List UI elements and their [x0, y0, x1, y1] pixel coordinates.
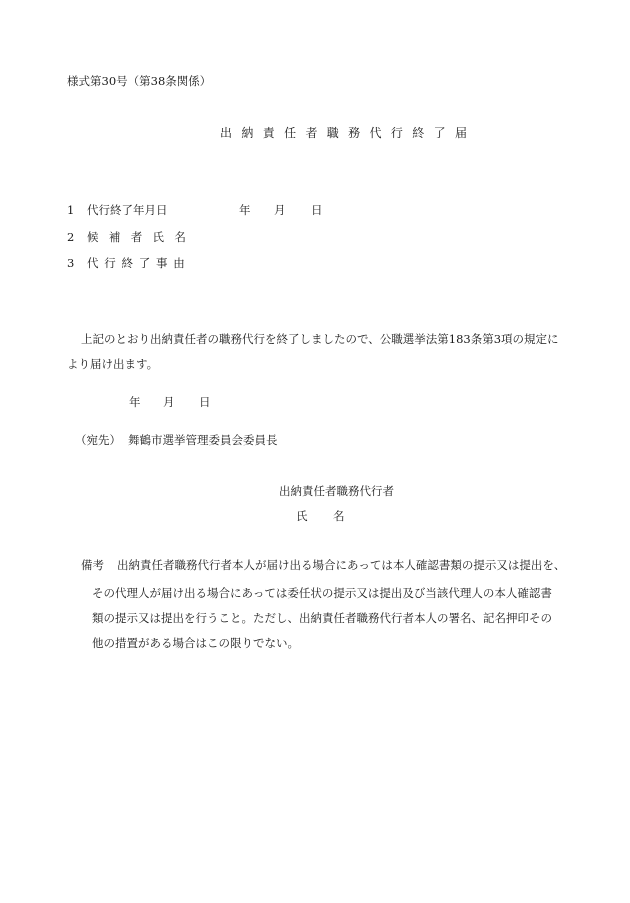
item-label: 候補者氏名: [87, 230, 197, 244]
item-number: 2: [67, 230, 75, 244]
item-label: 代行終了事由: [87, 256, 191, 270]
document-title: 出納責任者職務代行終了届: [220, 126, 477, 140]
signer-name-label-2: 名: [333, 509, 345, 523]
item-label: 代行終了年月日: [87, 203, 168, 217]
date-year: 年: [129, 395, 141, 409]
date-year: 年: [239, 203, 251, 217]
date-day: 日: [199, 395, 211, 409]
note-line-2: その代理人が届け出る場合にあっては委任状の提示又は提出及び当該代理人の本人確認書: [92, 586, 552, 600]
date-month: 月: [274, 203, 286, 217]
form-reference: 様式第30号（第38条関係）: [67, 74, 212, 88]
signer-role: 出納責任者職務代行者: [279, 484, 394, 498]
item-number: 1: [67, 203, 75, 217]
body-line-2: より届け出ます。: [67, 357, 159, 371]
date-day: 日: [311, 203, 323, 217]
signer-name-label-1: 氏: [296, 509, 308, 523]
date-month: 月: [163, 395, 175, 409]
addressee-name: 舞鶴市選挙管理委員会委員長: [128, 433, 278, 447]
note-label: 備考: [81, 558, 104, 572]
note-line-4: 他の措置がある場合はこの限りでない。: [92, 636, 299, 650]
item-number: 3: [67, 256, 75, 270]
addressee-prefix: （宛先）: [75, 433, 121, 447]
body-line-1: 上記のとおり出納責任者の職務代行を終了しましたので、公職選挙法第183条第3項の規定に: [81, 332, 559, 346]
note-line-1: 出納責任者職務代行者本人が届け出る場合にあっては本人確認書類の提示又は提出を、: [117, 558, 566, 572]
note-line-3: 類の提示又は提出を行うこと。ただし、出納責任者職務代行者本人の署名、記名押印その: [92, 611, 552, 625]
